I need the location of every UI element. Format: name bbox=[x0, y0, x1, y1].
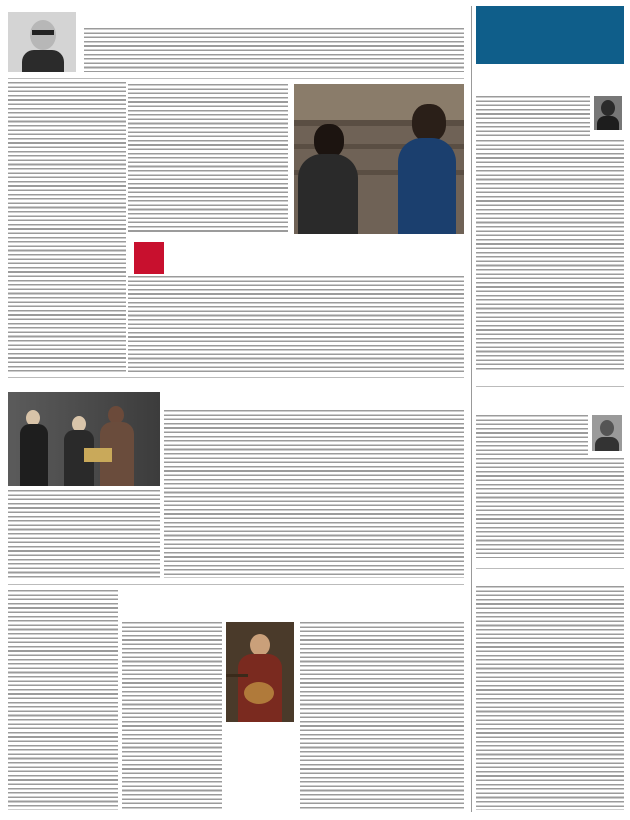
column-body-2 bbox=[476, 140, 624, 372]
cinema-body bbox=[476, 415, 588, 455]
dateline-visible bbox=[625, 66, 630, 396]
cinema-author-photo bbox=[592, 415, 622, 451]
music-photo bbox=[226, 622, 294, 722]
cinema-body-2 bbox=[476, 458, 624, 558]
column-body bbox=[476, 96, 590, 136]
film-body-bottom bbox=[128, 276, 464, 372]
obituary-photo bbox=[8, 12, 76, 72]
film-side-body bbox=[8, 82, 126, 372]
news-body bbox=[476, 586, 624, 810]
festival-photo bbox=[8, 392, 160, 486]
masthead bbox=[476, 6, 624, 64]
obituary-body bbox=[84, 28, 464, 72]
film-body-top bbox=[128, 84, 288, 234]
festival-caption bbox=[8, 490, 160, 578]
music-body-center bbox=[122, 622, 222, 810]
film-photo bbox=[294, 84, 464, 234]
festival-body bbox=[164, 410, 464, 578]
film-badge bbox=[134, 242, 164, 274]
author-photo bbox=[594, 96, 622, 130]
music-body-right bbox=[300, 622, 464, 810]
music-body-left bbox=[8, 590, 118, 810]
